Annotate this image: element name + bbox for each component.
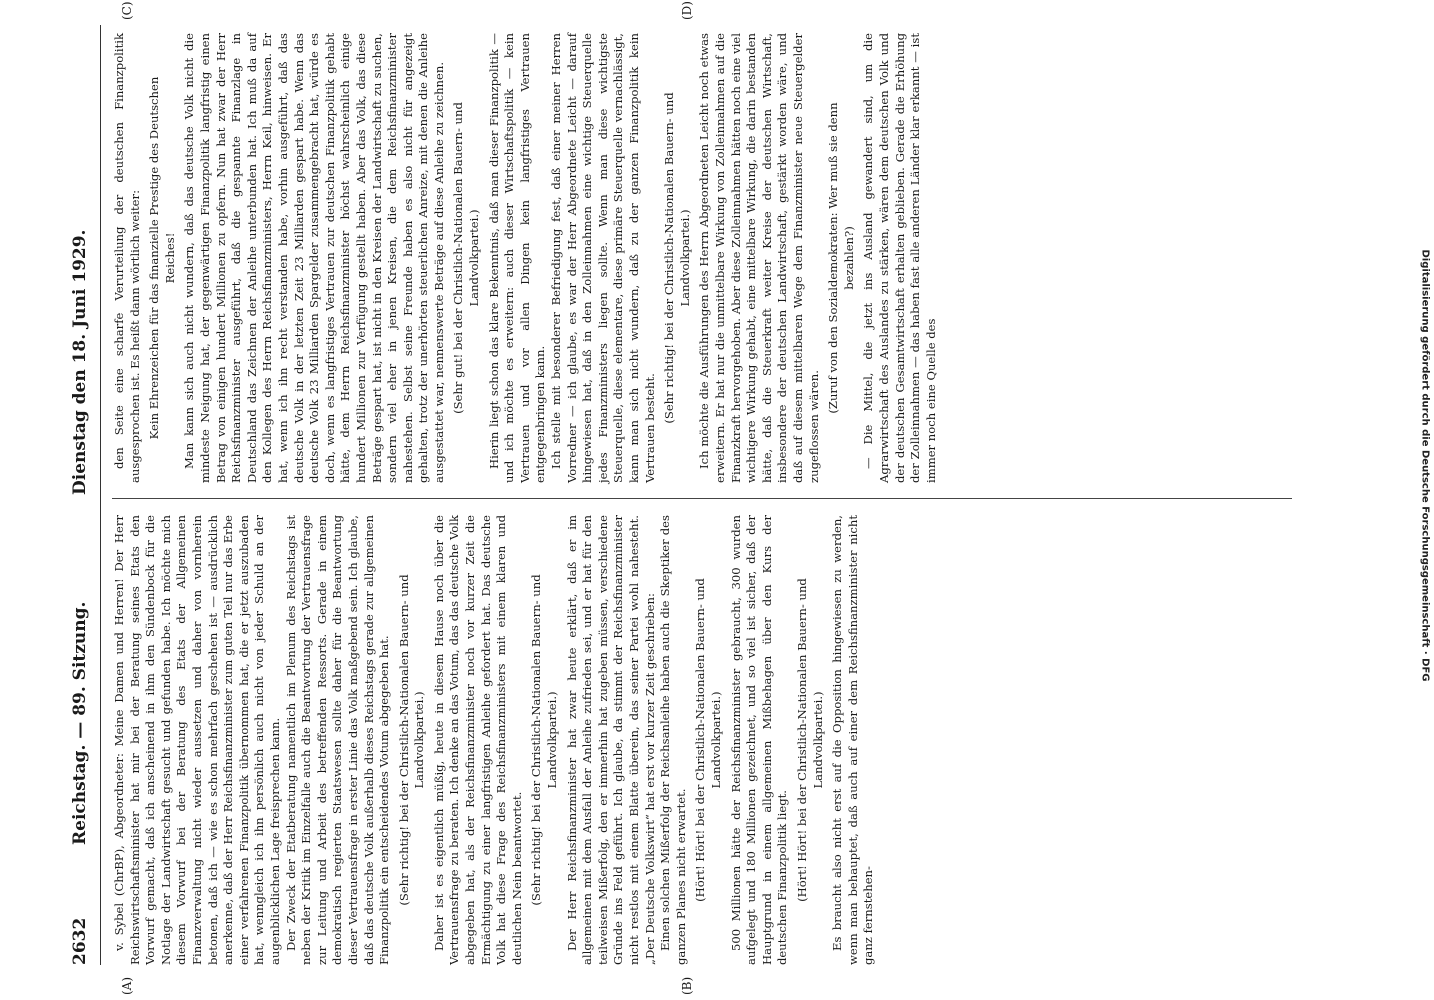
left-column	[112, 515, 877, 965]
quotation: 500 Millionen hätte der Reichsfinanzminister gebraucht, 300 wurden aufgelegt und 180 Millionen gezeichnet, und so viel ist sicher, daß der Hauptgrund in einem allgemeinen Mißbehagen über den Kurs der deutschen Finanzpolitik liegt.	[728, 515, 790, 965]
paragraph: Der Herr Reichsfinanzminister hat zwar heute erklärt, daß er im allgemeinen mit dem Ausfall der Anleihe zufrieden sei, und er hat für den teilweisen Mißerfolg, den er immerhin hat zugeben müssen, verschiedene Gründe ins Feld geführt. Ich glaube, da stimmt der Reichsfinanzminister nicht restlos mit einem Blatte überein, das seiner Partei wohl nahesteht. „Der Deutsche Volkswirt“ hat erst vor kurzer Zeit geschrieben:	[564, 515, 657, 965]
digitization-text: Digitalisierung gefördert durch die Deutsche Forschungsgemeinschaft · DFG	[1419, 249, 1431, 682]
page-number: 2632	[70, 917, 90, 965]
paragraph: Ich stelle mit besonderer Befriedigung fest, daß einer meiner Herren Vorredner — ich glaube, es war der Herr Abgeordnete Leicht — darauf hingewiesen hat, daß in den Zolleinnahmen eine wichtige Steuerquelle jedes Finanzministers liegen sollte. Wenn man diese wichtigste Steuerquelle, diese elementare, diese primäre Steuerquelle vernachlässigt, kann man sich nicht wundern, daß zu der ganzen Finanzpolitik kein Vertrauen besteht.	[549, 33, 657, 483]
margin-mark-c: (C)	[120, 1, 134, 20]
header-title-right: Dienstag den 18. Juni 1929.	[70, 229, 90, 495]
right-column	[112, 33, 939, 483]
paragraph: Der Zweck der Etatberatung namentlich im Plenum des Reichstags ist neben der Kritik im Einzelfalle auch die Beantwortung der Vertrauensfrage zur Leitung und Arbeit des betreffenden Ressorts. Gerade in einem demokratisch regierten Staatswesen sollte daher für die Beantwortung dieser Vertrauensfrage in erster Linie das Volk maßgebend sein. Ich glaube, daß das deutsche Volk außerhalb dieses Reichstags gerade zur allgemeinen Finanzpolitik ein entscheidendes Votum abgegeben hat.	[283, 515, 392, 965]
margin-mark-a: (A)	[120, 976, 134, 995]
paragraph: Daher ist es eigentlich müßig, heute in diesem Hause noch über die Vertrauensfrage zu beraten. Ich denke an das Votum, das das deutsche Volk abgegeben hat, als der Reichsfinanzminister noch vor kurzer Zeit die Ermächtigung zu einer langfristigen Anleihe gefordert hat. Das deutsche Volk hat diese Frage des Reichsfinanzministers mit einem klaren und deutlichen Nein beantwortet.	[431, 515, 524, 965]
paragraph: — Die Mittel, die jetzt ins Ausland gewandert sind, um die Agrarwirtschaft des Auslandes zu stärken, wären dem deutschen Volk und der deutschen Gesamtwirtschaft erhalten geblieben. Gerade die Erhöhung der Zolleinnahmen — das haben fast alle anderen Länder klar erkannt — ist immer noch eine Quelle des	[861, 33, 938, 483]
paragraph: Es braucht also nicht erst auf die Opposition hingewiesen zu werden, wenn man behauptet, daß auch auf einer dem Reichsfinanzminister nicht ganz fernstehen-	[830, 515, 876, 965]
margin-mark-d: (D)	[680, 1, 694, 20]
funding-text: Digitalisierung gefördert durch die Deutsche Forschungsgemeinschaft	[1419, 249, 1431, 648]
margin-mark-b: (B)	[680, 976, 694, 995]
paragraph: Man kann sich auch nicht wundern, daß das deutsche Volk nicht die mindeste Neigung hat, der gegenwärtigen Finanzpolitik langfristig einen Betrag von einigen hundert Millionen zu opfern. Nun hat zwar der Herr Reichsfinanzminister ausgeführt, daß die gespannte Finanzlage in Deutschland das Zeichnen der Anleihe unterbunden hat. Ich muß da auf den Kollegen des Herrn Reichsfinanzministers, Herrn Keil, hinweisen. Er hat, wenn ich ihn recht verstanden habe, vorhin ausgeführt, daß das deutsche Volk in der letzten Zeit 23 Milliarden gespart habe. Wenn das deutsche Volk 23 Milliarden Spargelder zusammengebracht hat, würde es doch, wenn es langfristiges Vertrauen zur deutschen Finanzpolitik gehabt hätte, dem Herrn Reichsfinanzminister höchst wahrscheinlich einige hundert Millionen zur Verfügung gestellt haben. Aber das Volk, das diese Beträge gespart hat, ist nicht in den Kreisen der Landwirtschaft zu suchen, sondern viel eher in jenen Kreisen, die dem Reichsfinanzminister nahestehen. Selbst seine Freunde haben es also nicht für angezeigt gehalten, trotz der unerhörten steuerlichen Anreize, mit denen die Anleihe ausgestattet war, nennenswerte Beträge auf diese Anleihe zu zeichnen.	[182, 33, 446, 483]
interjection: (Sehr richtig! bei der Christlich-Nationalen Bauern- und Landvolkpartei.)	[662, 92, 692, 424]
dfg-logo: DFG	[1419, 658, 1431, 682]
interjection: (Sehr richtig! bei der Christlich-Nationalen Bauern- und Landvolkpartei.)	[396, 574, 427, 906]
paragraph: Ich möchte die Ausführungen des Herrn Abgeordneten Leicht noch etwas erweitern. Er hat nur die unmittelbare Wirkung von Zolleinnahmen auf die Finanzkraft hervorgehoben. Aber diese Zolleinnahmen hätten noch eine viel wichtigere Wirkung gehabt, eine mittelbare Wirkung, die darin bestanden hätte, daß die Steuerkraft weiter Kreise der deutschen Wirtschaft, insbesondere der deutschen Landwirtschaft, gestärkt worden wäre, und daß auf diesem mittelbaren Wege dem Finanzminister neue Steuergelder zugeflossen wären.	[697, 33, 821, 483]
rotated-page	[60, 1, 1320, 995]
quotation: Kein Ehrenzeichen für das finanzielle Prestige des Deutschen Reiches!	[147, 76, 177, 440]
paragraph: den Seite eine scharfe Verurteilung der deutschen Finanzpolitik ausgesprochen ist. Es heißt dann wörtlich weiter:	[112, 33, 142, 483]
quotation: Einen solchen Mißerfolg der Reichsanleihe haben auch die Skeptiker des ganzen Planes nicht erwartet.	[658, 515, 688, 965]
paragraph: Hierin liegt schon das klare Bekenntnis, daß man dieser Finanzpolitik — und ich möchte es erweitern: auch dieser Wirtschaftspolitik — kein Vertrauen und vor allen Dingen kein langfristiges Vertrauen entgegenbringen kann.	[486, 33, 548, 483]
page-header	[70, 25, 110, 965]
interjection: (Sehr gut! bei der Christlich-Nationalen Bauern- und Landvolkpartei.)	[451, 102, 482, 414]
interjection: (Zuruf von den Sozialdemokraten: Wer muß sie denn bezahlen?)	[826, 102, 856, 414]
interjection: (Hört! Hört! bei der Christlich-Nationalen Bauern- und Landvolkpartei.)	[794, 578, 825, 902]
header-rule	[100, 25, 101, 965]
interjection: (Sehr richtig! bei der Christlich-Nationalen Bauern- und Landvolkpartei.)	[529, 574, 560, 906]
interjection: (Hört! Hört! bei der Christlich-Nationalen Bauern- und Landvolkpartei.)	[693, 578, 723, 902]
column-divider	[112, 498, 1292, 499]
digitization-note	[1405, 40, 1433, 960]
header-title-left: Reichstag. — 89. Sitzung.	[70, 601, 90, 845]
paragraph: v. Sybel (ChrBP), Abgeordneter: Meine Damen und Herren! Der Herr Reichswirtschaftsminister hat mir bei der Beratung seines Etats den Vorwurf gemacht, daß ich anscheinend in ihm den Sündenbock für die Notlage der Landwirtschaft gesucht und gefunden habe. Ich möchte mich diesem Vorwurf bei der Beratung des Etats der Allgemeinen Finanzverwaltung nicht wieder aussetzen und daher von vornherein betonen, daß ich — wie es schon mehrfach geschehen ist — ausdrücklich anerkenne, daß der Herr Reichsfinanzminister zum guten Teil nur das Erbe einer verfahrenen Finanzpolitik übernommen hat, die er jetzt auszubaden hat, wenngleich ich ihn persönlich auch nicht von jeder Schuld an der augenblicklichen Lage freisprechen kann.	[112, 515, 282, 965]
